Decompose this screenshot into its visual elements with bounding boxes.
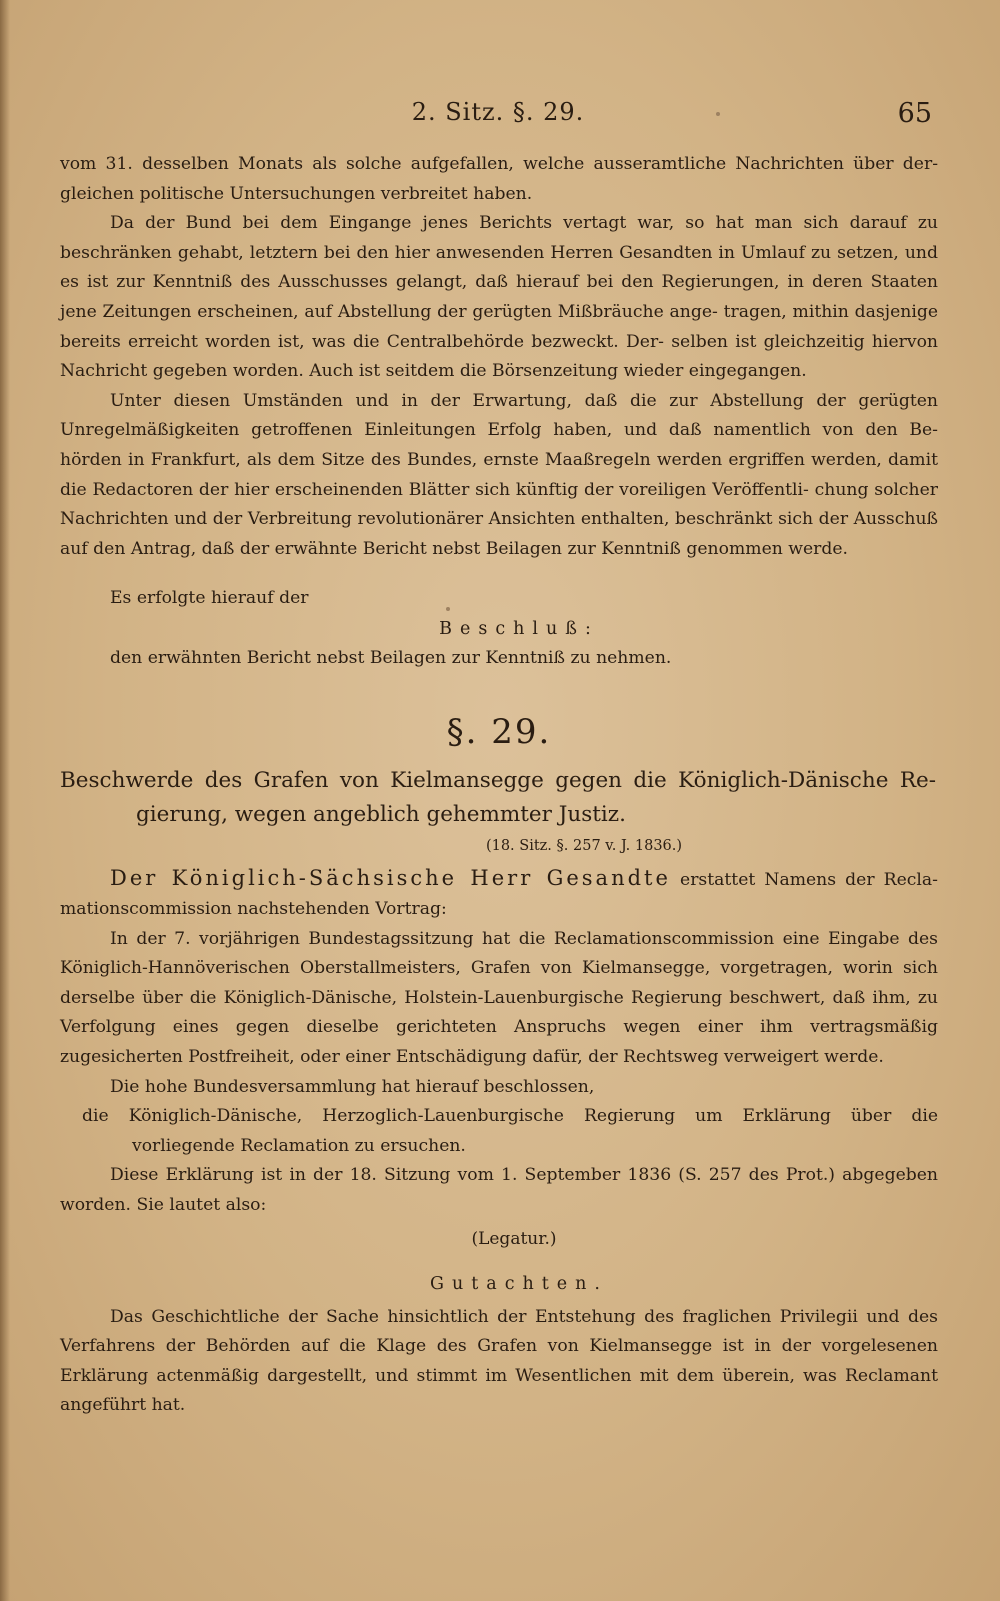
- paragraph-antrag: Unter diesen Umständen und in der Erwartung, daß die zur Abstellung der gerügten Unregelmäßigkeiten getroffenen Einleitungen Erfolg haben, und daß namentlich von den Be- hörden in Frankfurt, als dem Sitze des Bundes, ernste Maaßregeln werden ergriffen werden, damit die Redactoren der hier erscheinenden Blätter sich künftig der voreiligen Veröffentli- chung solcher Nachrichten und der Verbreitung revolutionärer Ansichten enthalten, beschränkt sich der Ausschuß auf den Antrag, daß der erwähnte Bericht nebst Beilagen zur Kenntniß genommen werde.: [60, 390, 938, 559]
- paragraph-eingabe: In der 7. vorjährigen Bundestagssitzung hat die Reclamationscommission eine Eingabe des Königlich-Hannöverischen Oberstallmeisters, Grafen von Kielmansegge, vorgetragen, worin sich derselbe über die Königlich-Dänische, Holstein-Lauenburgische Regierung beschwert, daß ihm, zu Verfolgung eines gegen dieselbe gerichteten Anspruchs wegen einer ihm vertragsmäßig zugesicherten Postfreiheit, oder einer Entschädigung dafür, der Rechtsweg verweigert werde.: [60, 928, 938, 1068]
- paragraph-continued: vom 31. desselben Monats als solche aufgefallen, welche ausseramtliche Nachrichten über der- gleichen politische Untersuchungen verbreitet haben.: [60, 154, 938, 204]
- speaker-paragraph: [60, 864, 938, 925]
- page-number: 65: [897, 98, 932, 129]
- running-title: 2. Sitz. §. 29.: [411, 98, 585, 126]
- section-number: §. 29.: [446, 711, 552, 752]
- legatur-note: (Legatur.): [471, 1228, 557, 1249]
- beschluss-heading: Beschluß:: [439, 618, 599, 639]
- beschluss-text: den erwähnten Bericht nebst Beilagen zur Kenntniß zu nehmen.: [110, 647, 672, 668]
- resolution-intro: Es erfolgte hierauf der: [110, 588, 309, 609]
- gutachten-text: Das Geschichtliche der Sache hinsichtlich der Entstehung des fraglichen Privilegii und des Verfahrens der Behörden auf die Klage des Grafen von Kielmansegge ist in der vorgelesenen Erklärung actenmäßig dargestellt, und stimmt im Wesentlichen mit dem überein, was Reclamant angeführt hat.: [60, 1306, 938, 1416]
- speaker-rest: erstattet Namens der Recla- mationscommission nachstehenden Vortrag:: [60, 869, 938, 920]
- speaker-name: Der Königlich-Sächsische Herr Gesandte: [110, 865, 671, 890]
- paragraph-beschlossen: Die hohe Bundesversammlung hat hierauf beschlossen,: [110, 1076, 595, 1097]
- running-head: [60, 98, 936, 138]
- paragraph-erklaerung: Diese Erklärung ist in der 18. Sitzung vom 1. September 1836 (S. 257 des Prot.) abgegeben worden. Sie lautet also:: [60, 1165, 938, 1216]
- section-reference: (18. Sitz. §. 257 v. J. 1836.): [485, 837, 683, 854]
- ink-speck: [716, 112, 720, 116]
- paragraph-ersuchen: die Königlich-Dänische, Herzoglich-Lauenburgische Regierung um Erklärung über die vorliegende Reclamation zu ersuchen.: [82, 1106, 938, 1156]
- paragraph-bund: Da der Bund bei dem Eingange jenes Berichts vertagt war, so hat man sich darauf zu beschränken gehabt, letztern bei den hier anwesenden Herren Gesandten in Umlauf zu setzen, und es ist zur Kenntniß des Ausschusses gelangt, daß hierauf bei den Regierungen, in deren Staaten jene Zeitungen erscheinen, auf Abstellung der gerügten Mißbräuche ange- tragen, mithin dasjenige bereits erreicht worden ist, was die Centralbehörde bezweckt. Der- selben ist gleichzeitig hiervon Nachricht gegeben worden. Auch ist seitdem die Börsenzeitung wieder eingegangen.: [60, 213, 938, 382]
- gutachten-heading: Gutachten.: [429, 1273, 608, 1294]
- page-content: [60, 150, 938, 1421]
- ink-speck: [446, 607, 450, 611]
- section-title: Beschwerde des Grafen von Kielmansegge gegen die Königlich-Dänische Re- gierung, wegen angeblich gehemmter Justiz.: [60, 767, 936, 827]
